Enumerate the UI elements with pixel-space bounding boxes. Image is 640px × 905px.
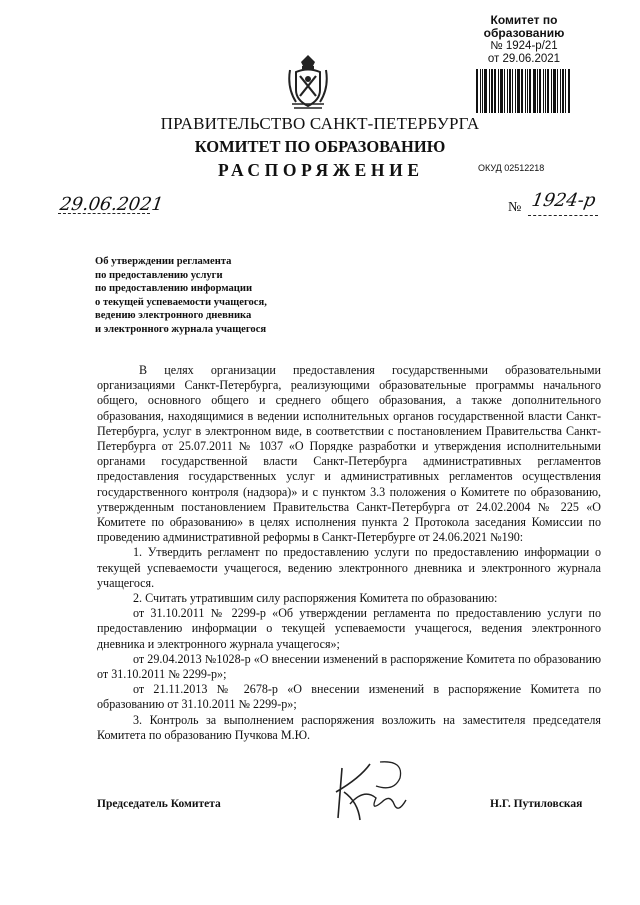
document-type-heading: РАСПОРЯЖЕНИЕ (218, 160, 424, 180)
subject-block (95, 255, 267, 336)
barcode-stripe (529, 69, 531, 113)
subject-line: по предоставлению информации (95, 283, 253, 294)
barcode-stripe (517, 69, 520, 113)
subject-line: о текущей успеваемости учащегося, (95, 296, 267, 308)
subject-line: Об утверждении регламента (95, 256, 232, 267)
subject-line: по предоставлению услуги (95, 269, 223, 281)
stamp-number: № 1924-р/21 (490, 40, 558, 52)
barcode-stripe (533, 69, 536, 113)
subject-line: и электронного журнала учащегося (95, 323, 267, 335)
barcode (476, 69, 572, 113)
barcode-stripe (476, 69, 478, 113)
barcode-stripe (545, 69, 546, 113)
document-body (97, 363, 601, 743)
item-2: 2. Считать утратившим силу распоряжения Комитета по образованию: (133, 591, 498, 606)
barcode-stripe (543, 69, 544, 113)
item-3: 3. Контроль за выполнением распоряжения возложить на заместителя председателя Комитета по образованию Пучкова М.Ю. (97, 712, 601, 742)
barcode-stripe (525, 69, 526, 113)
signatory-title: Председатель Комитета (97, 798, 221, 810)
barcode-stripe (507, 69, 508, 113)
barcode-stripe (521, 69, 523, 113)
barcode-stripe (480, 69, 481, 113)
barcode-stripe (509, 69, 511, 113)
barcode-stripe (553, 69, 556, 113)
barcode-stripe (482, 69, 483, 113)
barcode-stripe (539, 69, 541, 113)
handwritten-number: 1924-р (530, 190, 598, 211)
barcode-stripe (562, 69, 564, 113)
coat-of-arms-icon (286, 52, 330, 112)
stamp-date: от 29.06.2021 (487, 53, 561, 65)
number-label: № (508, 200, 522, 215)
barcode-stripe (491, 69, 493, 113)
barcode-stripe (547, 69, 549, 113)
barcode-stripe (515, 69, 516, 113)
subject-line: ведению электронного дневника (95, 310, 252, 321)
handwritten-signature (320, 758, 416, 828)
handwritten-date: 29.06.2021 (58, 194, 165, 215)
barcode-stripe (551, 69, 552, 113)
barcode-stripe (565, 69, 566, 113)
barcode-stripe (568, 69, 570, 113)
barcode-stripe (557, 69, 558, 113)
stamp-org: Комитет по образованию (483, 13, 565, 40)
preamble-paragraph: В целях организации предоставления государственными образовательными организациями Санкт-Петербурга, реализующими образовательные программы начального общего, основного общего и среднего общего образования, а также дополнительного образования, находящимися в ведении исполнительных органов государственной власти Санкт-Петербурга, услуг в электронном виде, в соответствии с постановлением Правительства Санкт-Петербурга от 25.07.2011 № 1037 «О Порядке разработки и утверждения исполнительными органами государственной власти Санкт-Петербурга административных регламентов предоставления государственных услуг и административных регламентов осуществления государственного контроля (надзора)» и с пунктом 3.3 положения о Комитете по образованию, утвержденным постановлением Правительства Санкт-Петербурга от 24.02.2004 № 225 «О Комитете по образованию» в целях исполнения пункта 2 Протокола заседания Комиссии по проведению административной реформы в Санкт-Петербурге от 24.06.2021 №190: (97, 363, 601, 545)
okud-code: ОКУД 02512218 (478, 163, 545, 173)
committee-heading: КОМИТЕТ ПО ОБРАЗОВАНИЮ (194, 137, 446, 156)
barcode-stripe (489, 69, 490, 113)
item-1: 1. Утвердить регламент по предоставлению услуги по предоставлению информации о текущей успеваемости учащегося, ведению электронного дневника и электронного журнала учащегося. (97, 545, 601, 590)
registration-stamp (456, 14, 592, 113)
number-underline (528, 215, 598, 216)
item-2c: от 21.11.2013 № 2678-р «О внесении изменений в распоряжение Комитета по образованию от 31.10.2011 № 2299-р»; (97, 682, 601, 712)
government-heading: ПРАВИТЕЛЬСТВО САНКТ-ПЕТЕРБУРГА (160, 114, 480, 133)
barcode-stripe (498, 69, 499, 113)
signatory-name: Н.Г. Путиловская (490, 798, 583, 810)
barcode-stripe (537, 69, 538, 113)
item-2b: от 29.04.2013 №1028-р «О внесении изменений в распоряжение Комитета по образованию от 31.10.2011 № 2299-р»; (97, 651, 601, 682)
barcode-stripe (512, 69, 513, 113)
item-2a: от 31.10.2011 № 2299-р «Об утверждении регламента по предоставлению услуги по предоставлению информации о текущей успеваемости учащегося, ведения электронного дневника и электронного журнала учащегося»; (97, 606, 601, 651)
date-underline (58, 213, 150, 214)
barcode-stripe (504, 69, 505, 113)
barcode-stripe (494, 69, 496, 113)
barcode-stripe (484, 69, 487, 113)
barcode-stripe (527, 69, 528, 113)
barcode-stripe (500, 69, 503, 113)
barcode-stripe (560, 69, 561, 113)
